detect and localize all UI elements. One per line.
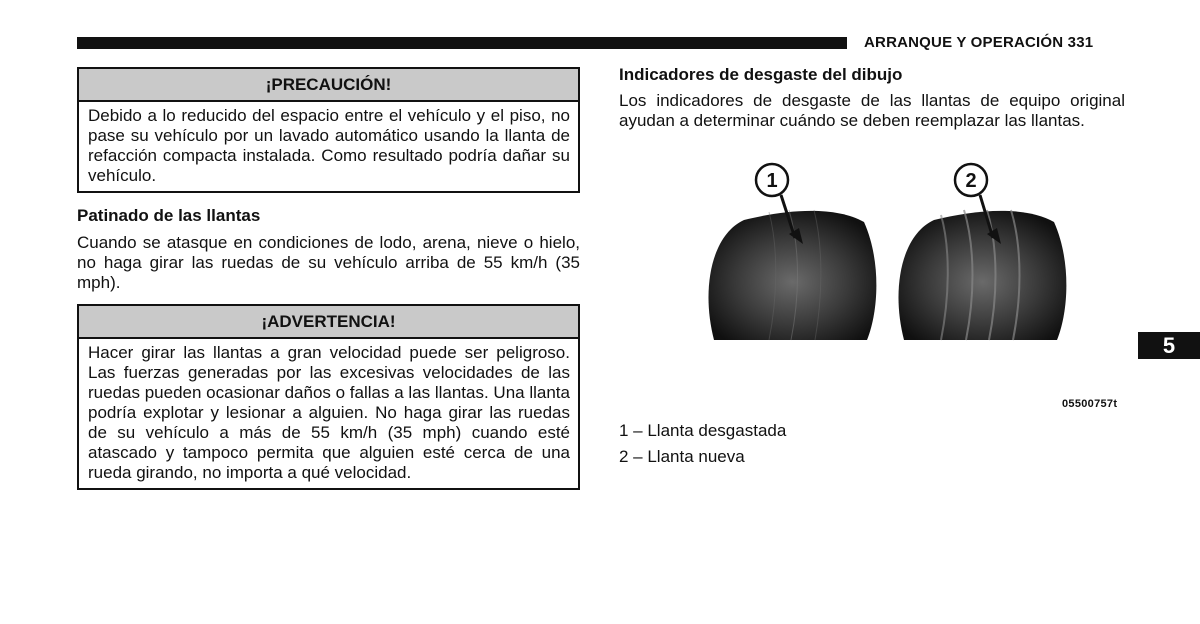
caution-title: ¡PRECAUCIÓN! [79,69,578,102]
tire-spinning-text: Cuando se atasque en condiciones de lodo, arena, nieve o hielo, no haga girar las ruedas de su vehículo arriba de 55 km/h (35 mph). [77,233,580,292]
svg-text:1: 1 [766,170,778,192]
svg-text:2: 2 [965,170,977,192]
caution-box [77,67,580,193]
warning-text: Hacer girar las llantas a gran velocidad puede ser peligroso. Las fuerzas generadas por las excesivas velocidades de las ruedas pueden ocasionar daños o fallas a las llantas. Una llanta podría explotar y lesionar a alguien. No haga girar las ruedas de su vehículo a más de 55 km/h (35 mph) cuando esté atascado y tampoco permita que alguien esté cerca de una rueda girando, no importa a qué velocidad. [88,343,570,482]
page-header-title: ARRANQUE Y OPERACIÓN 331 [864,34,1094,51]
tread-wear-text: Los indicadores de desgaste de las llantas de equipo original ayudan a determinar cuándo se deben reemplazar las llantas. [619,91,1125,130]
header-rule [77,37,847,49]
legend-item-new: 2 – Llanta nueva [619,447,745,466]
tread-wear-heading: Indicadores de desgaste del dibujo [619,65,903,84]
figure-code: 05500757t [1062,398,1118,410]
section-tab: 5 [1138,332,1200,359]
legend-item-worn: 1 – Llanta desgastada [619,421,787,440]
warning-box [77,304,580,490]
warning-title: ¡ADVERTENCIA! [79,306,578,339]
tire-spinning-heading: Patinado de las llantas [77,206,261,225]
tire-wear-figure [619,140,1125,415]
caution-text: Debido a lo reducido del espacio entre el vehículo y el piso, no pase su vehículo por un lavado automático usando la llanta de refacción compacta instalada. Como resultado podría dañar su vehículo. [88,106,570,185]
new-tire-illustration [898,210,1066,340]
